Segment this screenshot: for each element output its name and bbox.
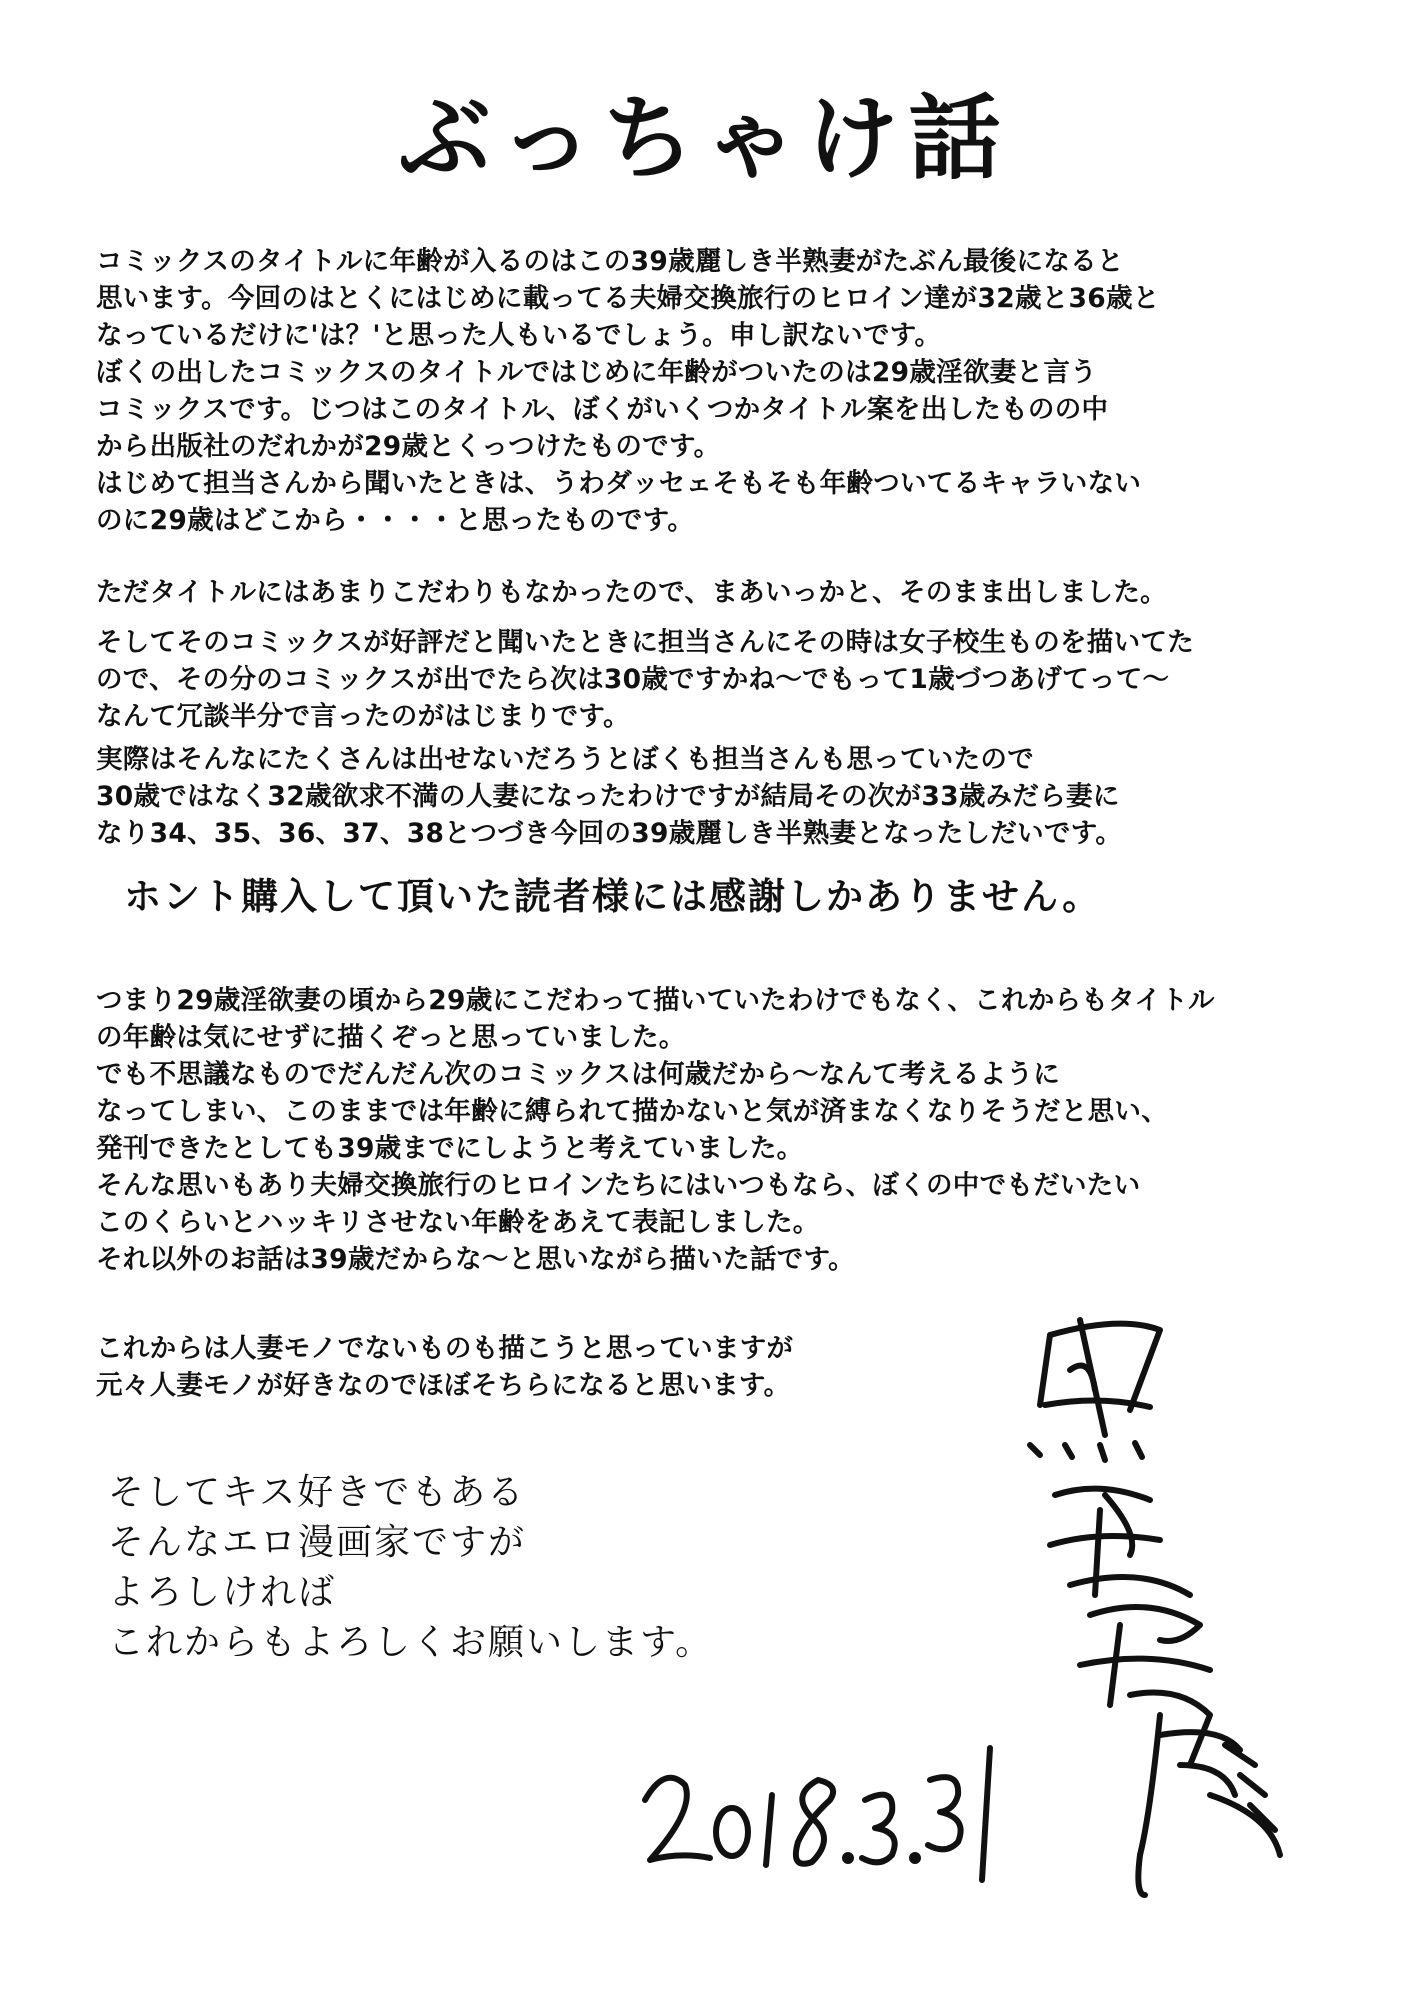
text-line: から出版社のだれかが29歳とくっつけたものです。 — [96, 431, 721, 462]
text-line: それ以外のお話は39歳だからな～と思いながら描いた話です。 — [96, 1244, 855, 1275]
text-line: 元々人妻モノが好きなのでほぼそちらになると思います。 — [96, 1370, 791, 1401]
text-line: 発刊できたとしても39歳までにしようと考えていました。 — [96, 1133, 804, 1164]
text-line: コミックスのタイトルに年齢が入るのはこの39歳麗しき半熟妻がたぶん最後になると — [96, 246, 1124, 277]
text-line: なってしまい、このままでは年齢に縛られて描かないと気が済まなくなりそうだと思い、 — [96, 1096, 1168, 1127]
paragraph-1 — [96, 243, 1336, 539]
text-line: なっているだけに'は？'と思った人もいるでしょう。申し訳ないです。 — [96, 320, 942, 351]
text-line: コミックスです。じつはこのタイトル、ぼくがいくつかタイトル案を出したものの中 — [96, 394, 1109, 425]
text-line: でも不思議なものでだんだん次のコミックスは何歳だから～なんて考えるように — [96, 1059, 1061, 1090]
text-line: ので、その分のコミックスが出でたら次は30歳ですかね～でもって1歳づつあげてって～ — [96, 664, 1170, 695]
emphasis-line: ホント購入して頂いた読者様には感謝しかありません。 — [124, 875, 1102, 918]
paragraph-5 — [96, 982, 1336, 1278]
text-line: ぼくの出したコミックスのタイトルではじめに年齢がついたのは29歳淫欲妻と言う — [96, 357, 1097, 388]
text-line: 思います。今回のはとくにはじめに載ってる夫婦交換旅行のヒロイン達が32歳と36歳と — [96, 283, 1160, 314]
closing-message — [108, 1468, 713, 1668]
handwritten-signature — [1010, 1295, 1300, 1905]
text-line: そしてキス好きでもある — [108, 1472, 526, 1513]
paragraph-3 — [96, 624, 1336, 735]
text-line: はじめて担当さんから聞いたときは、うわダッセェそもそも年齢ついてるキャラいない — [96, 468, 1142, 499]
text-line: 実際はそんなにたくさんは出せないだろうとぼくも担当さんも思っていたので — [96, 744, 1034, 775]
paragraph-2 — [96, 574, 1336, 611]
paragraph-4 — [96, 741, 1336, 852]
text-line: このくらいとハッキリさせない年齢をあえて表記しました。 — [96, 1207, 820, 1238]
text-line: 30歳ではなく32歳欲求不満の人妻になったわけですが結局その次が33歳みだら妻に — [96, 781, 1120, 812]
text-line: そんなエロ漫画家ですが — [108, 1522, 527, 1563]
text-line: のに29歳はどこから・・・・と思ったものです。 — [96, 505, 695, 536]
text-line: よろしければ — [108, 1572, 337, 1613]
handwritten-date — [640, 1740, 1020, 1890]
text-line: なり34、35、36、37、38とつづき今回の39歳麗しき半熟妻となったしだいです。 — [96, 818, 1123, 849]
text-line: そしてそのコミックスが好評だと聞いたときに担当さんにその時は女子校生ものを描いてた — [96, 627, 1195, 658]
text-line: なんて冗談半分で言ったのがはじまりです。 — [96, 701, 630, 732]
text-line: これからもよろしくお願いします。 — [108, 1622, 714, 1663]
text-line: これからは人妻モノでないものも描こうと思っていますが — [96, 1333, 794, 1364]
text-line: の年齢は気にせずに描くぞっと思っていました。 — [96, 1022, 686, 1053]
text-line: そんな思いもあり夫婦交換旅行のヒロインたちにはいつもなら、ぼくの中でもだいたい — [96, 1170, 1141, 1201]
page-title: ぶっちゃけ話 — [398, 84, 1011, 192]
text-line: つまり29歳淫欲妻の頃から29歳にこだわって描いていたわけでもなく、これからもタイトル — [96, 985, 1215, 1016]
text-line: ただタイトルにはあまりこだわりもなかったので、まあいっかと、そのまま出しました。 — [96, 577, 1167, 608]
